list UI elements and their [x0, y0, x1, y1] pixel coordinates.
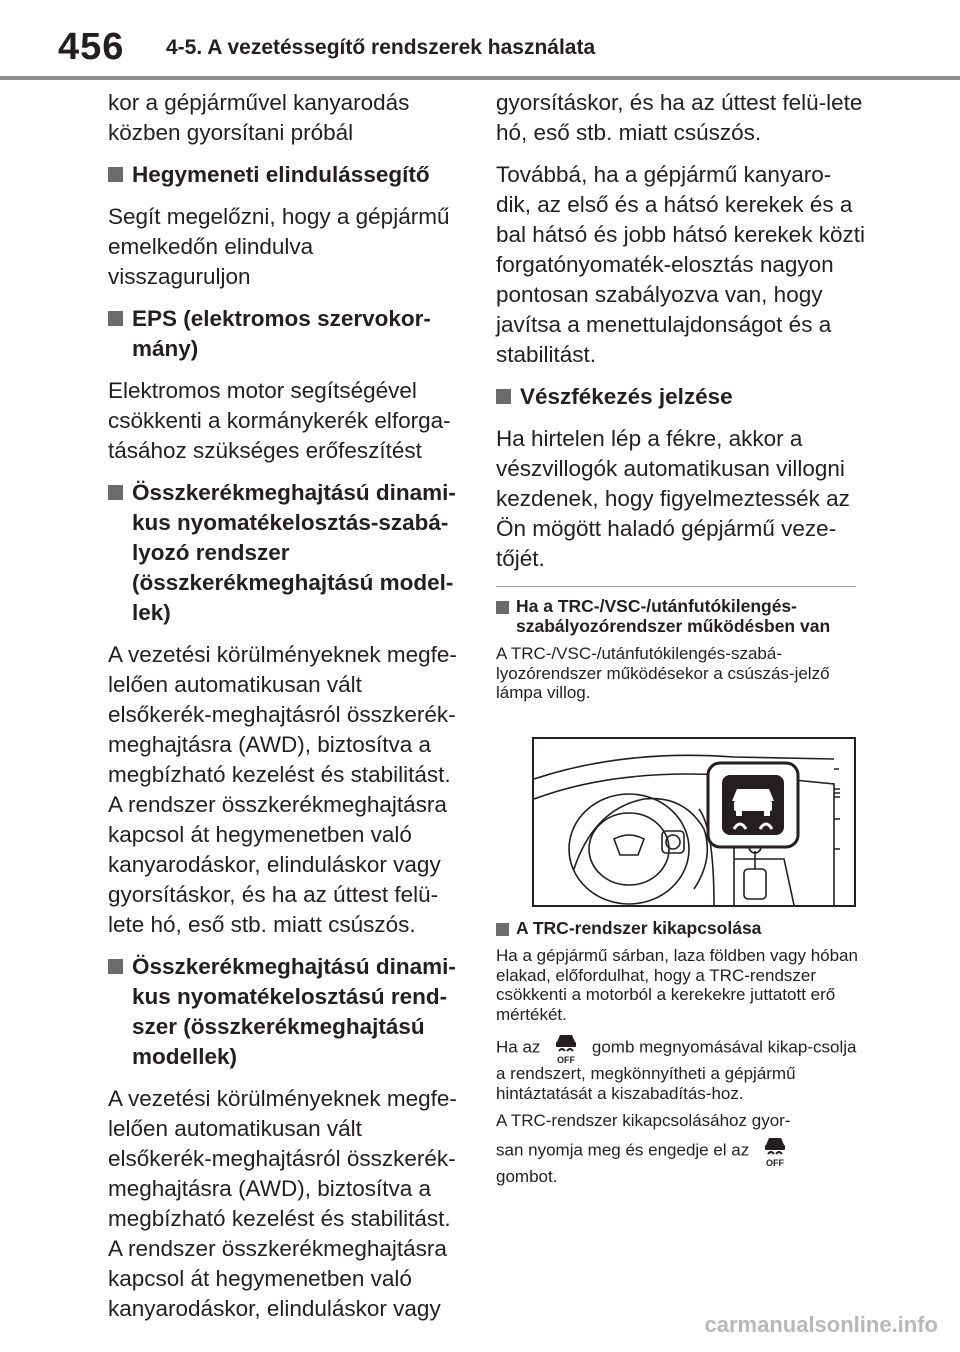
- text-fragment: gomb megnyomásával kikap-csolja a rendszert, megkönnyítheti a gépjármű hintáztatását a kiszabadítás-hoz.: [496, 1037, 857, 1103]
- paragraph: gyorsításkor, és ha az úttest felü-lete hó, eső stb. miatt csúszós.: [496, 90, 863, 145]
- text-fragment: gombot.: [496, 1166, 558, 1186]
- dashboard-illustration: [532, 737, 856, 907]
- section-title: 4-5. A vezetéssegítő rendszerek használata: [166, 36, 596, 59]
- subheading: [108, 952, 458, 1072]
- subheading-text: EPS (elektromos szervokor-mány): [132, 306, 431, 361]
- paragraph: A vezetési körülményeknek megfe-lelően automatikusan vált elsőkerék-meghajtásról összkerék-meghajtásra (AWD), biztosítva a megbízható kezelést és stabilitást. A rendszer összkerékmeghajtásra kapcsol át hegymenetben való kanyarodáskor, elinduláskor vagy gyorsításkor, és ha az úttest felü-lete hó, eső stb. miatt csúszós.: [108, 642, 457, 937]
- icon-off-label: OFF: [766, 1157, 784, 1167]
- text-fragment: san nyomja meg és engedje el az: [496, 1139, 750, 1159]
- trc-off-icon-drawing: [760, 1135, 790, 1167]
- note-heading-text: A TRC-rendszer kikapcsolása: [516, 917, 762, 938]
- square-bullet-icon: [496, 389, 511, 404]
- header-rule: [0, 76, 960, 80]
- trc-off-icon: [551, 1032, 581, 1064]
- right-column: [496, 88, 866, 1194]
- subheading: [496, 382, 866, 412]
- divider: [496, 586, 856, 587]
- icon-off-label: OFF: [557, 1055, 576, 1064]
- paragraph: A vezetési körülményeknek megfe-lelően automatikusan vált elsőkerék-meghajtásról összkerék-meghajtásra (AWD), biztosítva a megbízható kezelést és stabilitást. A rendszer összkerékmeghajtásra kapcsol át hegymenetben való kanyarodáskor, elinduláskor vagy: [108, 1086, 457, 1321]
- note-text: A TRC-rendszer kikapcsolásához gyor-: [496, 1111, 791, 1130]
- paragraph: Továbbá, ha a gépjármű kanyaro-dik, az első és a hátsó kerekek és a bal hátsó és jobb hátsó kerekek közti forgatónyomaték-elosztás nagyon pontosan szabályozva van, hogy javítsa a menettulajdonságot és a stabilitást.: [496, 162, 865, 367]
- subheading: [108, 304, 458, 364]
- dashboard-drawing: [534, 739, 854, 905]
- square-bullet-icon: [108, 959, 123, 974]
- subheading-text: Összkerékmeghajtású dinami-kus nyomatékelosztású rend-szer (összkerékmeghajtású modellek): [132, 954, 456, 1069]
- paragraph: Ha hirtelen lép a fékre, akkor a vészvillogók automatikusan villogni kezdenek, hogy figyelmeztessék az Ön mögött haladó gépjármű veze-tőjét.: [496, 426, 850, 571]
- square-bullet-icon: [108, 485, 123, 500]
- text-fragment: Ha az: [496, 1037, 541, 1057]
- subheading: [108, 160, 458, 190]
- note-heading: [496, 919, 866, 939]
- note-heading: [496, 597, 866, 636]
- subheading-text: Hegymeneti elindulássegítő: [132, 162, 430, 187]
- paragraph: Elektromos motor segítségével csökkenti a kormánykerék elforga-tásához szükséges erőfeszítést: [108, 378, 451, 463]
- subheading: [108, 478, 458, 628]
- square-bullet-icon: [108, 167, 123, 182]
- watermark: carmanualsonline.info: [704, 1312, 938, 1337]
- trc-off-icon-drawing: [551, 1032, 581, 1064]
- page-number: 456: [58, 26, 125, 68]
- paragraph: Segít megelőzni, hogy a gépjármű emelkedőn elindulva visszaguruljon: [108, 204, 450, 289]
- note-text: Ha a gépjármű sárban, laza földben vagy hóban elakad, előfordulhat, hogy a TRC-rendszer csökkenti a motorból a kerekekre juttatott erő mértékét.: [496, 946, 858, 1024]
- square-bullet-icon: [496, 601, 509, 614]
- note-heading-text: Ha a TRC-/VSC-/utánfutókilengés-szabályozórendszer működésben van: [516, 596, 831, 636]
- note-text: A TRC-/VSC-/utánfutókilengés-szabá-lyozórendszer működésekor a csúszás-jelző lámpa villog.: [496, 644, 830, 702]
- square-bullet-icon: [496, 923, 509, 936]
- subheading-text: Összkerékmeghajtású dinami-kus nyomatékelosztás-szabá-lyozó rendszer (összkerékmeghajtású model-lek): [132, 480, 456, 625]
- note-text-with-icon: [496, 1032, 866, 1103]
- subheading-text: Vészfékezés jelzése: [520, 384, 733, 409]
- square-bullet-icon: [108, 311, 123, 326]
- paragraph: kor a gépjárművel kanyarodás közben gyorsítani próbál: [108, 90, 410, 145]
- trc-off-icon: [760, 1135, 790, 1167]
- note-text-with-icon: [496, 1135, 866, 1187]
- left-column: [108, 88, 458, 1336]
